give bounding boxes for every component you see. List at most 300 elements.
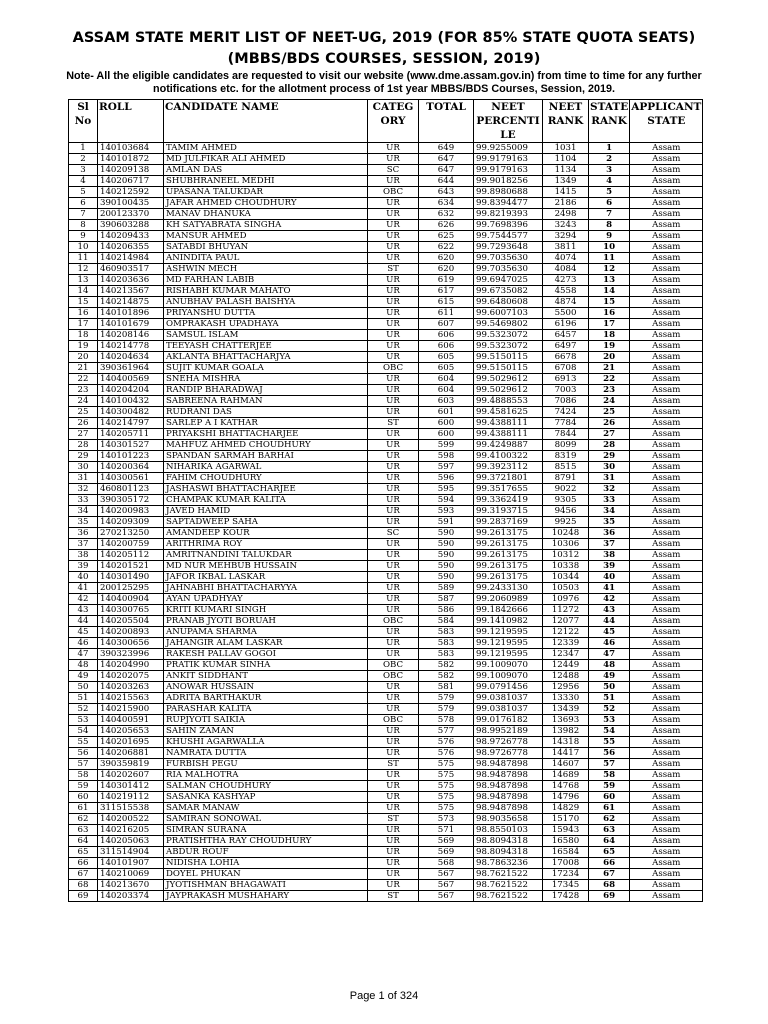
cell-state-rank: 11	[589, 253, 630, 264]
cell-category: UR	[368, 176, 419, 187]
cell-state-rank: 30	[589, 462, 630, 473]
cell-roll: 140213567	[98, 286, 164, 297]
cell-state-rank: 69	[589, 891, 630, 902]
cell-state-rank: 14	[589, 286, 630, 297]
cell-neet-rank: 3811	[543, 242, 589, 253]
table-row	[69, 143, 703, 154]
cell-neet-rank: 4074	[543, 253, 589, 264]
cell-candidate-name: JAFOR IKBAL LASKAR	[164, 572, 368, 583]
cell-candidate-name: MD NUR MEHBUB HUSSAIN	[164, 561, 368, 572]
cell-category: OBC	[368, 715, 419, 726]
cell-neet-percentile: 99.1410982	[474, 616, 543, 627]
cell-candidate-name: SAPTADWEEP SAHA	[164, 517, 368, 528]
cell-neet-percentile: 99.7698396	[474, 220, 543, 231]
cell-state-rank: 6	[589, 198, 630, 209]
cell-neet-percentile: 98.7621522	[474, 869, 543, 880]
cell-slno: 20	[69, 352, 98, 363]
table-row	[69, 759, 703, 770]
cell-applicant-state: Assam	[630, 572, 703, 583]
cell-neet-percentile: 99.1842666	[474, 605, 543, 616]
document-subtitle: (MBBS/BDS COURSES, SESSION, 2019)	[227, 51, 541, 67]
cell-applicant-state: Assam	[630, 418, 703, 429]
table-row	[69, 891, 703, 902]
cell-roll: 140200893	[98, 627, 164, 638]
cell-slno: 21	[69, 363, 98, 374]
column-header-roll: ROLL	[98, 100, 164, 143]
cell-state-rank: 35	[589, 517, 630, 528]
cell-candidate-name: JAHANGIR ALAM LASKAR	[164, 638, 368, 649]
cell-state-rank: 49	[589, 671, 630, 682]
table-row	[69, 363, 703, 374]
cell-state-rank: 53	[589, 715, 630, 726]
cell-category: UR	[368, 682, 419, 693]
cell-total: 593	[419, 506, 474, 517]
cell-total: 590	[419, 561, 474, 572]
cell-state-rank: 25	[589, 407, 630, 418]
table-row	[69, 814, 703, 825]
cell-category: OBC	[368, 363, 419, 374]
cell-candidate-name: JASHASWI BHATTACHARJEE	[164, 484, 368, 495]
cell-roll: 140205112	[98, 550, 164, 561]
cell-state-rank: 15	[589, 297, 630, 308]
cell-slno: 64	[69, 836, 98, 847]
cell-neet-percentile: 99.4100322	[474, 451, 543, 462]
cell-slno: 19	[69, 341, 98, 352]
cell-total: 575	[419, 792, 474, 803]
cell-roll: 311514904	[98, 847, 164, 858]
cell-category: UR	[368, 781, 419, 792]
cell-category: UR	[368, 539, 419, 550]
cell-roll: 390305172	[98, 495, 164, 506]
cell-neet-percentile: 99.8394477	[474, 198, 543, 209]
cell-state-rank: 33	[589, 495, 630, 506]
cell-total: 576	[419, 737, 474, 748]
cell-applicant-state: Assam	[630, 253, 703, 264]
cell-total: 606	[419, 341, 474, 352]
cell-slno: 18	[69, 330, 98, 341]
cell-slno: 32	[69, 484, 98, 495]
table-row	[69, 451, 703, 462]
cell-applicant-state: Assam	[630, 869, 703, 880]
cell-applicant-state: Assam	[630, 539, 703, 550]
cell-total: 569	[419, 836, 474, 847]
cell-candidate-name: ANOWAR HUSSAIN	[164, 682, 368, 693]
cell-neet-rank: 4273	[543, 275, 589, 286]
cell-roll: 140214778	[98, 341, 164, 352]
table-row	[69, 407, 703, 418]
cell-candidate-name: SUJIT KUMAR GOALA	[164, 363, 368, 374]
cell-roll: 140214984	[98, 253, 164, 264]
cell-category: UR	[368, 583, 419, 594]
cell-neet-percentile: 99.8980688	[474, 187, 543, 198]
cell-state-rank: 10	[589, 242, 630, 253]
cell-neet-percentile: 98.7621522	[474, 891, 543, 902]
cell-neet-percentile: 99.7035630	[474, 253, 543, 264]
cell-category: OBC	[368, 187, 419, 198]
cell-applicant-state: Assam	[630, 781, 703, 792]
table-row	[69, 858, 703, 869]
cell-state-rank: 8	[589, 220, 630, 231]
cell-state-rank: 23	[589, 385, 630, 396]
cell-neet-percentile: 98.9487898	[474, 792, 543, 803]
cell-slno: 47	[69, 649, 98, 660]
cell-neet-percentile: 99.7544577	[474, 231, 543, 242]
cell-slno: 3	[69, 165, 98, 176]
table-row	[69, 341, 703, 352]
cell-applicant-state: Assam	[630, 374, 703, 385]
cell-neet-rank: 4874	[543, 297, 589, 308]
cell-candidate-name: SHUBHRANEEL MEDHI	[164, 176, 368, 187]
cell-category: UR	[368, 704, 419, 715]
cell-total: 567	[419, 891, 474, 902]
cell-state-rank: 61	[589, 803, 630, 814]
cell-slno: 4	[69, 176, 98, 187]
cell-state-rank: 58	[589, 770, 630, 781]
cell-applicant-state: Assam	[630, 242, 703, 253]
cell-roll: 140203636	[98, 275, 164, 286]
cell-neet-percentile: 98.9952189	[474, 726, 543, 737]
cell-state-rank: 2	[589, 154, 630, 165]
cell-roll: 140206717	[98, 176, 164, 187]
cell-neet-percentile: 99.1219595	[474, 627, 543, 638]
cell-slno: 53	[69, 715, 98, 726]
cell-applicant-state: Assam	[630, 220, 703, 231]
cell-applicant-state: Assam	[630, 176, 703, 187]
cell-state-rank: 29	[589, 451, 630, 462]
cell-candidate-name: UPASANA TALUKDAR	[164, 187, 368, 198]
cell-category: UR	[368, 869, 419, 880]
cell-slno: 65	[69, 847, 98, 858]
column-header-total: TOTAL	[419, 100, 474, 143]
cell-category: UR	[368, 880, 419, 891]
cell-category: UR	[368, 385, 419, 396]
table-row	[69, 528, 703, 539]
cell-total: 599	[419, 440, 474, 451]
cell-roll: 140103684	[98, 143, 164, 154]
cell-total: 583	[419, 649, 474, 660]
cell-neet-percentile: 98.8094318	[474, 847, 543, 858]
cell-slno: 10	[69, 242, 98, 253]
cell-total: 575	[419, 781, 474, 792]
cell-roll: 140200364	[98, 462, 164, 473]
cell-category: UR	[368, 429, 419, 440]
cell-roll: 270213250	[98, 528, 164, 539]
cell-category: UR	[368, 330, 419, 341]
cell-state-rank: 41	[589, 583, 630, 594]
cell-roll: 140400591	[98, 715, 164, 726]
column-header-applicant-state: APPLICANT STATE	[630, 100, 703, 143]
cell-slno: 55	[69, 737, 98, 748]
cell-category: UR	[368, 495, 419, 506]
cell-total: 594	[419, 495, 474, 506]
cell-category: UR	[368, 473, 419, 484]
cell-neet-rank: 12347	[543, 649, 589, 660]
cell-state-rank: 7	[589, 209, 630, 220]
cell-state-rank: 55	[589, 737, 630, 748]
table-row	[69, 704, 703, 715]
cell-category: UR	[368, 154, 419, 165]
cell-total: 611	[419, 308, 474, 319]
cell-state-rank: 50	[589, 682, 630, 693]
cell-neet-percentile: 99.6007103	[474, 308, 543, 319]
cell-slno: 56	[69, 748, 98, 759]
cell-category: UR	[368, 275, 419, 286]
cell-neet-rank: 12077	[543, 616, 589, 627]
cell-total: 601	[419, 407, 474, 418]
cell-neet-rank: 8319	[543, 451, 589, 462]
cell-total: 578	[419, 715, 474, 726]
cell-neet-percentile: 99.5150115	[474, 363, 543, 374]
cell-slno: 42	[69, 594, 98, 605]
cell-candidate-name: SATABDI BHUYAN	[164, 242, 368, 253]
cell-roll: 140200522	[98, 814, 164, 825]
cell-slno: 5	[69, 187, 98, 198]
cell-total: 575	[419, 759, 474, 770]
cell-neet-rank: 7844	[543, 429, 589, 440]
table-row	[69, 792, 703, 803]
cell-total: 600	[419, 418, 474, 429]
cell-neet-rank: 1349	[543, 176, 589, 187]
cell-applicant-state: Assam	[630, 154, 703, 165]
notice-line-1: Note- All the eligible candidates are requested to visit our website (www.dme.assam.gov.in) from time to time for any further	[66, 70, 702, 82]
cell-neet-rank: 7424	[543, 407, 589, 418]
cell-category: UR	[368, 638, 419, 649]
column-header-state-rank: STATE RANK	[589, 100, 630, 143]
cell-candidate-name: NIHARIKA AGARWAL	[164, 462, 368, 473]
cell-neet-percentile: 99.4581625	[474, 407, 543, 418]
cell-neet-percentile: 98.7621522	[474, 880, 543, 891]
cell-state-rank: 42	[589, 594, 630, 605]
table-row	[69, 308, 703, 319]
table-row	[69, 418, 703, 429]
cell-state-rank: 59	[589, 781, 630, 792]
cell-roll: 140213670	[98, 880, 164, 891]
cell-category: SC	[368, 165, 419, 176]
cell-neet-percentile: 99.5150115	[474, 352, 543, 363]
cell-applicant-state: Assam	[630, 583, 703, 594]
cell-category: UR	[368, 803, 419, 814]
cell-applicant-state: Assam	[630, 198, 703, 209]
cell-candidate-name: SNEHA MISHRA	[164, 374, 368, 385]
cell-category: ST	[368, 814, 419, 825]
cell-category: UR	[368, 792, 419, 803]
cell-applicant-state: Assam	[630, 880, 703, 891]
cell-neet-rank: 6196	[543, 319, 589, 330]
cell-applicant-state: Assam	[630, 308, 703, 319]
table-row	[69, 374, 703, 385]
table-row	[69, 165, 703, 176]
cell-applicant-state: Assam	[630, 231, 703, 242]
cell-total: 605	[419, 363, 474, 374]
cell-neet-rank: 6678	[543, 352, 589, 363]
cell-applicant-state: Assam	[630, 649, 703, 660]
cell-neet-rank: 2498	[543, 209, 589, 220]
cell-state-rank: 16	[589, 308, 630, 319]
cell-applicant-state: Assam	[630, 594, 703, 605]
cell-candidate-name: JAFAR AHMED CHOUDHURY	[164, 198, 368, 209]
cell-state-rank: 9	[589, 231, 630, 242]
cell-neet-percentile: 98.9726778	[474, 748, 543, 759]
cell-total: 579	[419, 693, 474, 704]
cell-category: UR	[368, 847, 419, 858]
cell-applicant-state: Assam	[630, 363, 703, 374]
cell-total: 567	[419, 880, 474, 891]
cell-neet-percentile: 99.5323072	[474, 341, 543, 352]
table-row	[69, 781, 703, 792]
cell-slno: 52	[69, 704, 98, 715]
cell-slno: 8	[69, 220, 98, 231]
cell-slno: 40	[69, 572, 98, 583]
column-header-category: CATEG ORY	[368, 100, 419, 143]
cell-category: OBC	[368, 671, 419, 682]
cell-candidate-name: SIMRAN SURANA	[164, 825, 368, 836]
column-header-neet-rank: NEET RANK	[543, 100, 589, 143]
cell-total: 632	[419, 209, 474, 220]
cell-slno: 30	[69, 462, 98, 473]
cell-total: 604	[419, 385, 474, 396]
cell-applicant-state: Assam	[630, 385, 703, 396]
cell-neet-rank: 14607	[543, 759, 589, 770]
cell-state-rank: 56	[589, 748, 630, 759]
cell-total: 587	[419, 594, 474, 605]
cell-category: UR	[368, 242, 419, 253]
cell-category: UR	[368, 748, 419, 759]
cell-category: UR	[368, 517, 419, 528]
cell-roll: 140203263	[98, 682, 164, 693]
cell-applicant-state: Assam	[630, 715, 703, 726]
cell-state-rank: 63	[589, 825, 630, 836]
cell-neet-rank: 10248	[543, 528, 589, 539]
cell-candidate-name: TEEYASH CHATTERJEE	[164, 341, 368, 352]
cell-neet-rank: 4558	[543, 286, 589, 297]
cell-category: UR	[368, 220, 419, 231]
cell-roll: 390361964	[98, 363, 164, 374]
cell-slno: 61	[69, 803, 98, 814]
cell-candidate-name: SABREENA RAHMAN	[164, 396, 368, 407]
cell-state-rank: 24	[589, 396, 630, 407]
table-row	[69, 506, 703, 517]
cell-slno: 34	[69, 506, 98, 517]
table-row	[69, 429, 703, 440]
cell-applicant-state: Assam	[630, 352, 703, 363]
table-row	[69, 462, 703, 473]
cell-candidate-name: AMANDEEP KOUR	[164, 528, 368, 539]
cell-slno: 9	[69, 231, 98, 242]
cell-roll: 140204204	[98, 385, 164, 396]
cell-total: 575	[419, 803, 474, 814]
cell-roll: 140201521	[98, 561, 164, 572]
cell-neet-percentile: 99.0176182	[474, 715, 543, 726]
cell-neet-percentile: 99.7035630	[474, 264, 543, 275]
cell-category: UR	[368, 308, 419, 319]
table-row	[69, 737, 703, 748]
cell-state-rank: 19	[589, 341, 630, 352]
cell-candidate-name: PARASHAR KALITA	[164, 704, 368, 715]
cell-slno: 67	[69, 869, 98, 880]
table-row	[69, 352, 703, 363]
cell-slno: 27	[69, 429, 98, 440]
cell-candidate-name: ANUBHAV PALASH BAISHYA	[164, 297, 368, 308]
cell-category: UR	[368, 231, 419, 242]
cell-candidate-name: SARLEP A I KATHAR	[164, 418, 368, 429]
cell-neet-rank: 2186	[543, 198, 589, 209]
cell-candidate-name: SAMSUL ISLAM	[164, 330, 368, 341]
cell-neet-rank: 9925	[543, 517, 589, 528]
cell-slno: 37	[69, 539, 98, 550]
cell-roll: 140301412	[98, 781, 164, 792]
cell-neet-rank: 10503	[543, 583, 589, 594]
cell-neet-rank: 13982	[543, 726, 589, 737]
cell-applicant-state: Assam	[630, 770, 703, 781]
cell-state-rank: 5	[589, 187, 630, 198]
cell-candidate-name: PRATISHTHA RAY CHOUDHURY	[164, 836, 368, 847]
cell-applicant-state: Assam	[630, 561, 703, 572]
cell-candidate-name: MD JULFIKAR ALI AHMED	[164, 154, 368, 165]
table-row	[69, 242, 703, 253]
cell-neet-rank: 10976	[543, 594, 589, 605]
cell-category: ST	[368, 264, 419, 275]
cell-neet-rank: 6497	[543, 341, 589, 352]
cell-candidate-name: MANAV DHANUKA	[164, 209, 368, 220]
cell-roll: 390323996	[98, 649, 164, 660]
cell-slno: 46	[69, 638, 98, 649]
cell-roll: 311515538	[98, 803, 164, 814]
cell-neet-percentile: 99.9179163	[474, 165, 543, 176]
cell-roll: 140214875	[98, 297, 164, 308]
table-row	[69, 264, 703, 275]
cell-candidate-name: RAKESH PALLAV GOGOI	[164, 649, 368, 660]
table-row	[69, 825, 703, 836]
cell-roll: 140205711	[98, 429, 164, 440]
cell-roll: 460801123	[98, 484, 164, 495]
cell-candidate-name: RISHABH KUMAR MAHATO	[164, 286, 368, 297]
cell-slno: 49	[69, 671, 98, 682]
cell-neet-percentile: 99.1219595	[474, 638, 543, 649]
cell-neet-percentile: 99.4388111	[474, 429, 543, 440]
cell-applicant-state: Assam	[630, 858, 703, 869]
cell-total: 596	[419, 473, 474, 484]
cell-slno: 51	[69, 693, 98, 704]
cell-neet-percentile: 99.3721801	[474, 473, 543, 484]
cell-neet-rank: 13439	[543, 704, 589, 715]
cell-candidate-name: FAHIM CHOUDHURY	[164, 473, 368, 484]
cell-category: ST	[368, 418, 419, 429]
cell-neet-rank: 13693	[543, 715, 589, 726]
cell-applicant-state: Assam	[630, 638, 703, 649]
cell-category: UR	[368, 594, 419, 605]
cell-candidate-name: JYOTISHMAN BHAGAWATI	[164, 880, 368, 891]
cell-neet-percentile: 99.2837169	[474, 517, 543, 528]
cell-roll: 140206881	[98, 748, 164, 759]
cell-applicant-state: Assam	[630, 429, 703, 440]
cell-total: 590	[419, 572, 474, 583]
cell-category: UR	[368, 627, 419, 638]
table-row	[69, 693, 703, 704]
cell-candidate-name: RUPJYOTI SAIKIA	[164, 715, 368, 726]
cell-state-rank: 12	[589, 264, 630, 275]
cell-neet-percentile: 98.9487898	[474, 759, 543, 770]
cell-applicant-state: Assam	[630, 165, 703, 176]
cell-neet-percentile: 99.6947025	[474, 275, 543, 286]
cell-total: 583	[419, 638, 474, 649]
table-row	[69, 297, 703, 308]
cell-slno: 14	[69, 286, 98, 297]
cell-category: UR	[368, 825, 419, 836]
cell-candidate-name: RUDRANI DAS	[164, 407, 368, 418]
cell-total: 582	[419, 660, 474, 671]
cell-neet-rank: 3294	[543, 231, 589, 242]
cell-total: 647	[419, 154, 474, 165]
